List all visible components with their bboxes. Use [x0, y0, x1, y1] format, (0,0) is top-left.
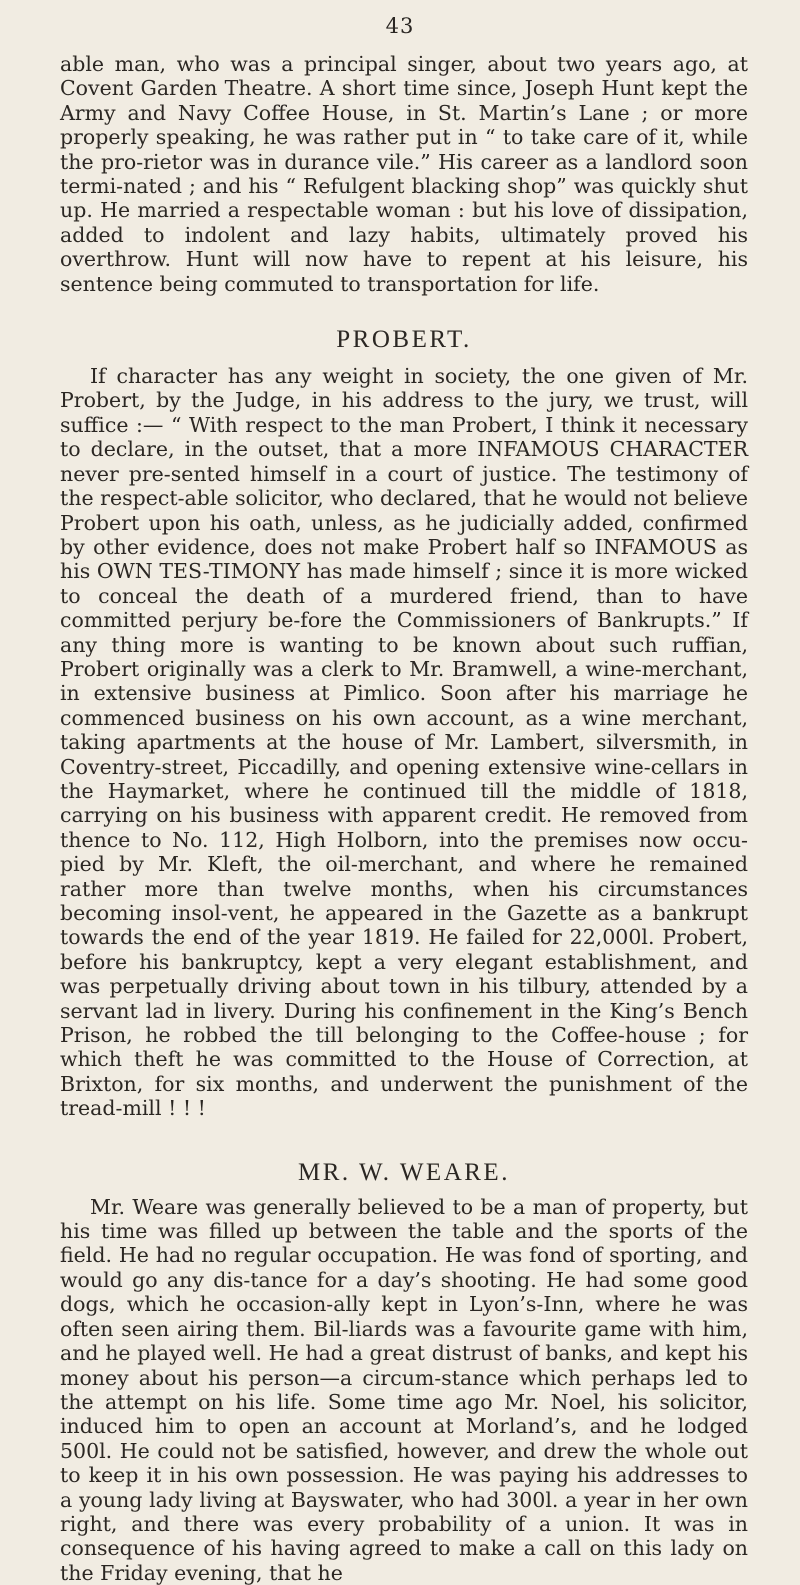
weare-paragraph: Mr. Weare was generally believed to be a man of property, but his time was filled up between the table and the sports of the field. He had no regular occupation. He was fond of sporting, and would go any dis-tance for a day’s shooting. He had some good dogs, which he occasion-ally kept in Lyon’s-Inn, where he was often seen airing them. Bil-liards was a favourite game with him, and he played well. He had a great distrust of banks, and kept his money about his person—a circum-stance which perhaps led to the attempt on his life. Some time ago Mr. Noel, his solicitor, induced him to open an account at Morland’s, and he lodged 500l. He could not be satisfied, however, and drew the whole out to keep it in his own possession. He was paying his addresses to a young lady living at Bayswater, who had 300l. a year in her own right, and there was every probability of a union. It was in consequence of his having agreed to make a call on this lady on the Friday evening, that he: [60, 1194, 748, 1585]
weare-heading: MR. W. WEARE.: [298, 1158, 510, 1186]
intro-paragraph: able man, who was a principal singer, about two years ago, at Covent Garden Theatre. A short time since, Joseph Hunt kept the Army and Navy Coffee House, in St. Martin’s Lane ; or more properly speaking, he was rather put in “ to take care of it, while the pro-rietor was in durance vile.” His career as a landlord soon termi-nated ; and his “ Refulgent blacking shop” was quickly shut up. He married a respectable woman : but his love of dissipation, added to indolent and lazy habits, ultimately proved his overthrow. Hunt will now have to repent at his leisure, his sentence being commuted to transportation for life.: [60, 52, 748, 296]
probert-heading: PROBERT.: [336, 326, 472, 354]
probert-paragraph: If character has any weight in society, the one given of Mr. Probert, by the Judge, in his address to the jury, we trust, will suffice :— “ With respect to the man Probert, I think it necessary to declare, in the outset, that a more INFAMOUS CHARACTER never pre-sented himself in a court of justice. The testimony of the respect-able solicitor, who declared, that he would not believe Probert upon his oath, unless, as he judicially added, confirmed by other evidence, does not make Probert half so INFAMOUS as his OWN TES-TIMONY has made himself ; since it is more wicked to conceal the death of a murdered friend, than to have committed perjury be-fore the Commissioners of Bankrupts.” If any thing more is wanting to be known about such ruffian, Probert originally was a clerk to Mr. Bramwell, a wine-merchant, in extensive business at Pimlico. Soon after his marriage he commenced business on his own account, as a wine merchant, taking apartments at the house of Mr. Lambert, silversmith, in Coventry-street, Piccadilly, and opening extensive wine-cellars in the Haymarket, where he continued till the middle of 1818, carrying on his business with apparent credit. He removed from thence to No. 112, High Holborn, into the premises now occu-pied by Mr. Kleft, the oil-merchant, and where he remained rather more than twelve months, when his circumstances becoming insol-vent, he appeared in the Gazette as a bankrupt towards the end of the year 1819. He failed for 22,000l. Probert, before his bankruptcy, kept a very elegant establishment, and was perpetually driving about town in his tilbury, attended by a servant lad in livery. During his confinement in the King’s Bench Prison, he robbed the till belonging to the Coffee-house ; for which theft he was committed to the House of Correction, at Brixton, for six months, and underwent the punishment of the tread-mill ! ! !: [60, 364, 748, 1121]
page-number: 43: [385, 14, 415, 38]
